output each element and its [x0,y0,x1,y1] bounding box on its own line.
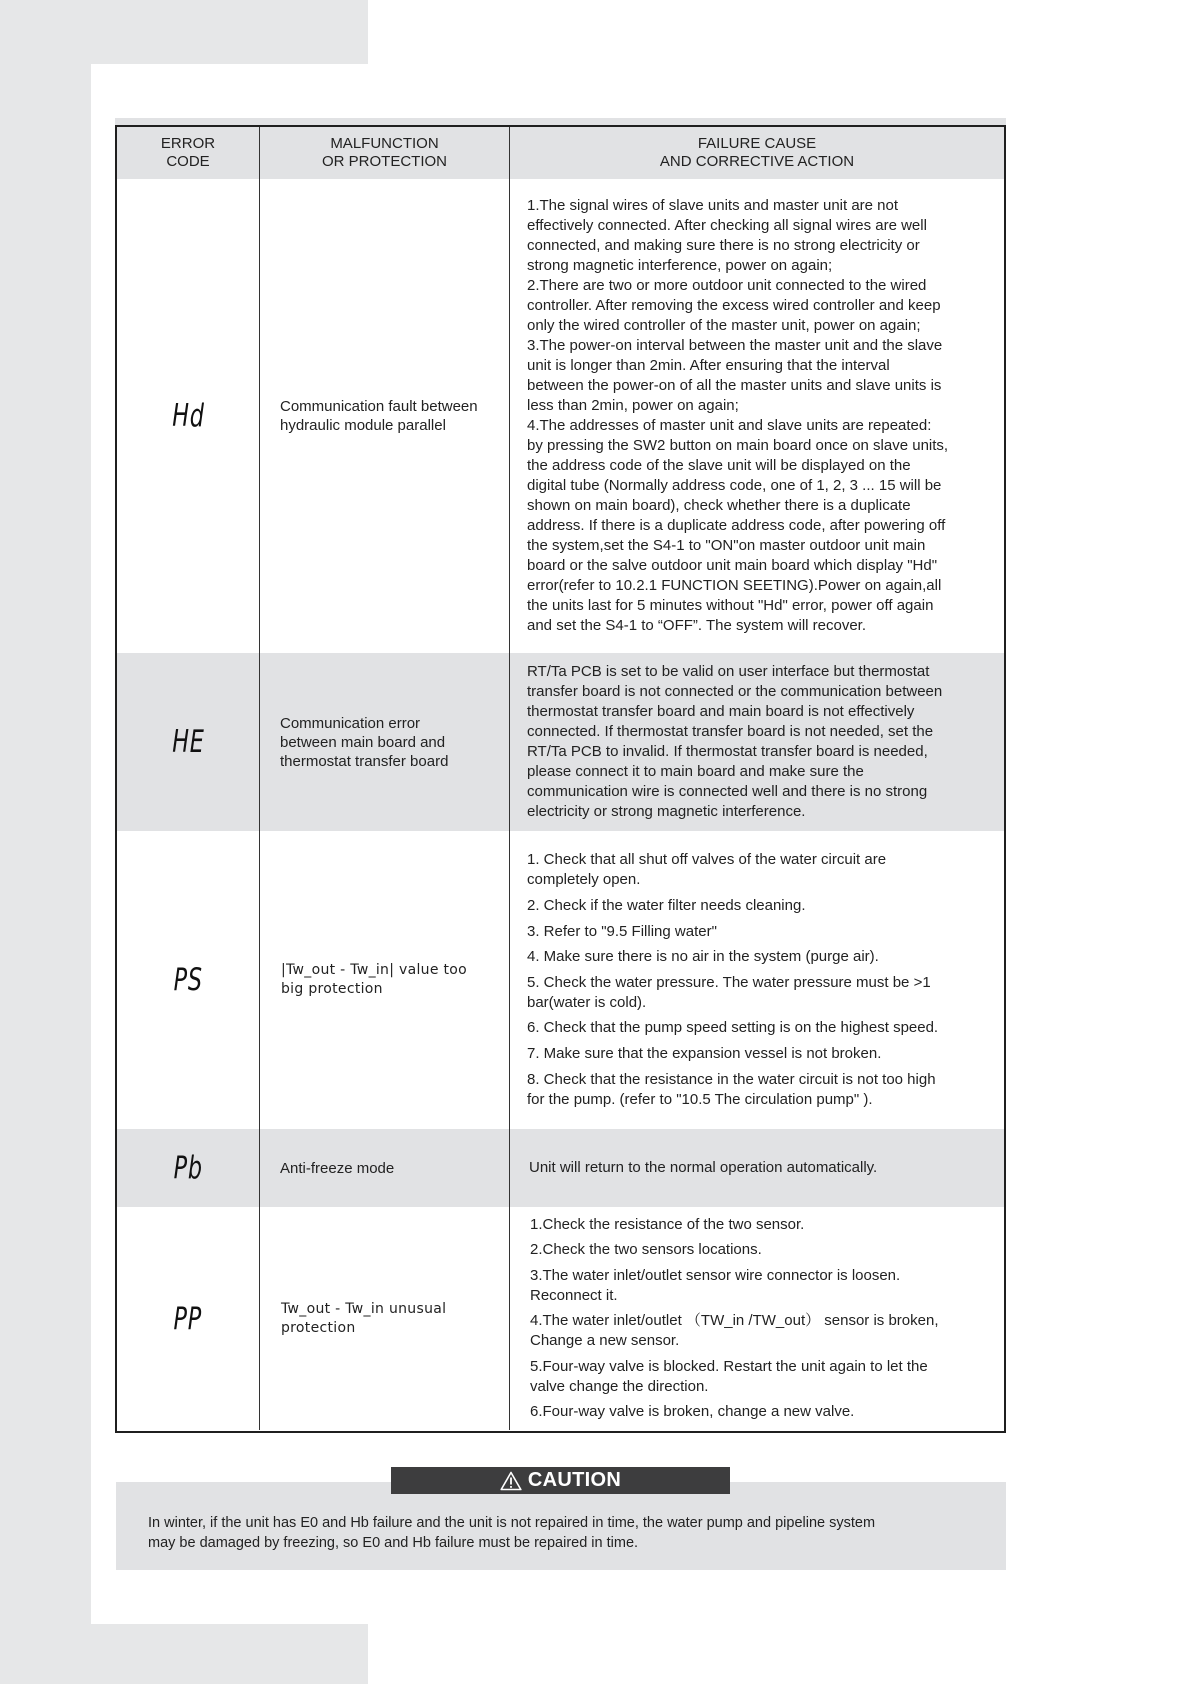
malfunction-text-ps: |Tw_out - Tw_in| value too big protection [281,962,468,997]
failure-cause-item: 2.There are two or more outdoor unit connected to the wired controller. After removing the excess wired controller and keep only the wired controller of the master unit, power on again; [527,277,941,334]
failure-cause-item: RT/Ta PCB is set to be valid on user interface but thermostat transfer board is not connected or the communication between thermostat transfer board and main board is not effectively connected. If thermostat transfer board is not needed, set the RT/Ta PCB to invalid. If thermostat transfer board is needed, please connect it to main board and make sure the communication wire is connected well and there is no strong electricity or strong magnetic interference. [527,663,943,820]
error-code-cell-he [117,653,260,831]
malfunction-cell-hd [260,179,510,653]
header-malfunction: MALFUNCTION OR PROTECTION [321,135,447,170]
failure-cause-item: Unit will return to the normal operation automatically. [529,1159,878,1176]
failure-cause-item: 1.The signal wires of slave units and master unit are not effectively connected. After checking all signal wires are well connected, and making sure there is no strong electricity or strong magnetic interference, power on again; [527,197,927,274]
header-cell-failure-cause [510,127,1004,179]
failure-cause-cell-pb [510,1129,1004,1207]
header-error-code: ERROR CODE [160,135,216,170]
page-margin-left [0,0,91,1684]
error-code-ps: PS [173,962,203,998]
malfunction-text-hd: Communication fault between hydraulic module parallel [280,398,478,434]
failure-cause-item: 4.The addresses of master unit and slave units are repeated: by pressing the SW2 button on main board once on slave units, the address code of the slave unit will be displayed on the digital tube (Normally address code, one of 1, 2, 3 ... 15 will be shown on main board), check whether there is a duplicate address. If there is a duplicate address code, after powering off the system,set the S4-1 to "ON"on master outdoor unit main board or the salve outdoor unit main board which display "Hd" error(refer to 10.2.1 FUNCTION SEETING).Power on again,all the units last for 5 minutes without "Hd" error, power off again and set the S4-1 to “OFF”. The system will recover. [527,417,949,634]
failure-cause-item: 1.Check the resistance of the two sensor. [530,1215,805,1233]
malfunction-cell-pb [260,1129,510,1207]
failure-cause-item: 7. Make sure that the expansion vessel is not broken. [527,1044,882,1062]
failure-cause-list-pp [530,1215,998,1423]
failure-cause-cell-ps [510,831,1004,1129]
malfunction-cell-pp [260,1207,510,1430]
warning-triangle-icon [500,1471,522,1491]
failure-cause-item: 6. Check that the pump speed setting is on the highest speed. [527,1019,939,1037]
page-margin-bottom [0,1624,368,1684]
failure-cause-item: 3.The water inlet/outlet sensor wire connector is loosen. Reconnect it. [530,1266,901,1304]
error-code-cell-pp [117,1207,260,1430]
page-margin-top [0,0,368,64]
failure-cause-item: 1. Check that all shut off valves of the water circuit are completely open. [527,851,887,889]
failure-cause-list-hd [527,196,998,636]
caution-box [116,1482,1006,1570]
caution-bar [391,1467,730,1494]
malfunction-text-he: Communication error between main board and thermostat transfer board [280,714,449,770]
failure-cause-item: 3. Refer to "9.5 Filling water" [527,922,717,940]
failure-cause-list-ps [527,850,998,1109]
failure-cause-item: 3.The power-on interval between the master unit and the slave unit is longer than 2min. After ensuring that the interval between the power-on of all the master units and slave units is less than 2min, power on again; [527,337,943,414]
error-code-hd: Hd [171,398,205,434]
error-code-cell-ps [117,831,260,1129]
failure-cause-item: 5. Check the water pressure. The water pressure must be >1 bar(water is cold). [527,973,931,1011]
error-code-table [115,125,1006,1433]
error-code-pp: PP [173,1300,203,1337]
failure-cause-item: 4. Make sure there is no air in the system (purge air). [527,948,879,966]
error-code-he: HE [171,724,205,760]
failure-cause-item: 6.Four-way valve is broken, change a new valve. [530,1403,855,1421]
table-row-ps [117,831,1004,1129]
header-cell-malfunction [260,127,510,179]
header-cell-error-code [117,127,260,179]
table-row-pb [117,1129,1004,1207]
caution-text: In winter, if the unit has E0 and Hb failure and the unit is not repaired in time, the water pump and pipeline system may be damaged by freezing, so E0 and Hb failure must be repaired in time. [148,1515,876,1551]
failure-cause-list-pb [529,1158,998,1178]
malfunction-text-pp: Tw_out - Tw_in unusual protection [281,1300,447,1336]
caution-title: CAUTION [527,1469,622,1491]
error-code-cell-pb [117,1129,260,1207]
table-header-row [117,127,1004,179]
error-code-cell-hd [117,179,260,653]
table-row-hd [117,179,1004,653]
failure-cause-cell-pp [510,1207,1004,1430]
header-failure-cause: FAILURE CAUSE AND CORRECTIVE ACTION [659,135,855,170]
table-row-pp [117,1207,1004,1430]
table-row-he [117,653,1004,831]
failure-cause-cell-he [510,653,1004,831]
malfunction-cell-he [260,653,510,831]
failure-cause-item: 4.The water inlet/outlet （TW_in /TW_out） sensor is broken, Change a new sensor. [530,1312,939,1350]
malfunction-text-pb: Anti-freeze mode [280,1159,395,1177]
failure-cause-item: 8. Check that the resistance in the water circuit is not too high for the pump. (refer to "10.5 The circulation pump" ). [527,1070,936,1108]
failure-cause-item: 2. Check if the water filter needs cleaning. [527,897,806,915]
failure-cause-item: 2.Check the two sensors locations. [530,1241,762,1259]
failure-cause-list-he [527,662,998,822]
malfunction-cell-ps [260,831,510,1129]
failure-cause-cell-hd [510,179,1004,653]
failure-cause-item: 5.Four-way valve is blocked. Restart the unit again to let the valve change the direction. [530,1357,928,1395]
error-code-pb: Pb [173,1150,203,1186]
